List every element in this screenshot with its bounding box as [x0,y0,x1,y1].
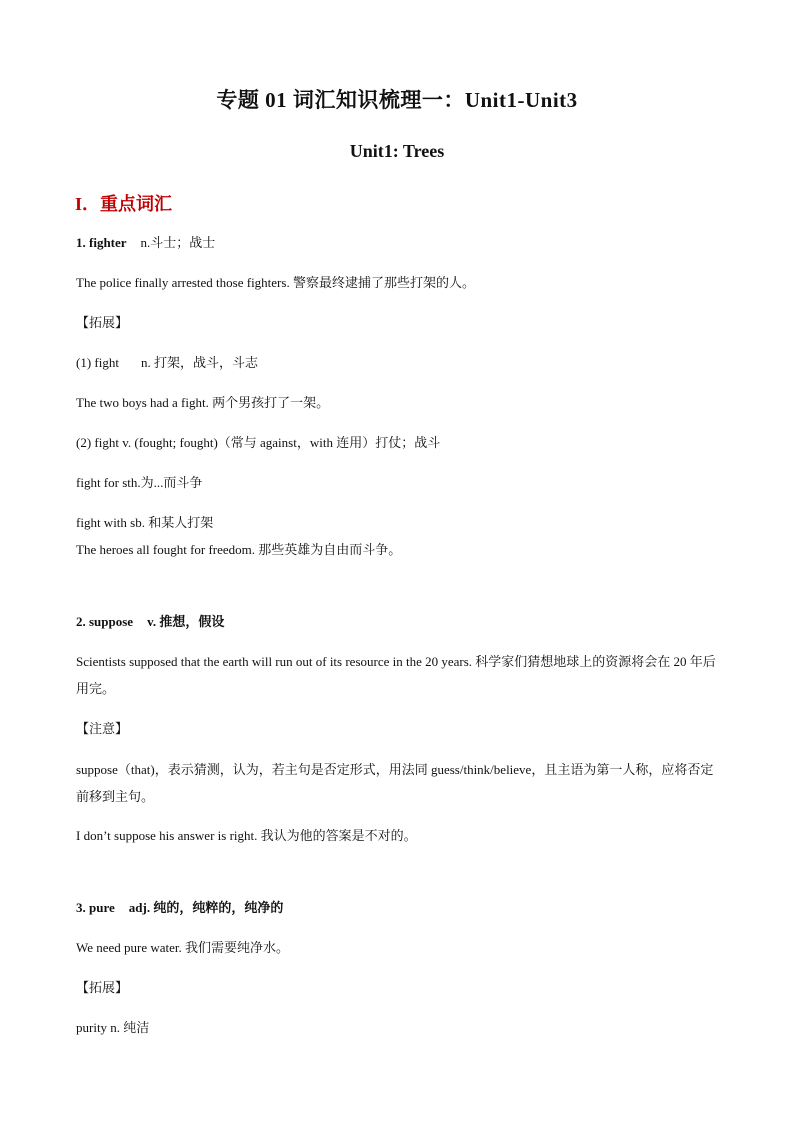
unit-subtitle: Unit1: Trees [349,141,445,161]
section-heading: I．重点词汇 [75,194,173,214]
sub-entry-fight-noun [76,353,726,373]
expand-label: 【拓展】 [76,980,129,995]
example-sentence: We need pure water. 我们需要纯净水。 [76,940,290,955]
entry-pure-header [76,898,726,918]
entry-suppose-header [76,612,726,632]
sub-definition: n. 打架，战斗，斗志 [140,355,258,370]
phrase: fight for sth.为...而斗争 [76,475,203,490]
example-sentence: Scientists supposed that the earth will run out of its resource in the 20 years. 科学家们猜想地球上的资源将会在 20 年后用完。 [76,654,716,696]
example-sentence: The police finally arrested those fighters. 警察最终逮捕了那些打架的人。 [76,275,475,290]
derived-word: purity n. 纯洁 [76,1020,150,1035]
example-sentence: The heroes all fought for freedom. 那些英雄为自由而斗争。 [76,542,402,557]
usage-note: suppose（that)，表示猜测，认为，若主句是否定形式，用法同 guess/think/believe，且主语为第一人称，应将否定前移到主句。 [76,762,714,804]
page-title: 专题 01 词汇知识梳理一：Unit1-Unit3 [216,88,578,112]
headword: 3. pure [76,900,115,915]
note-label: 【注意】 [76,721,129,736]
definition: adj. 纯的，纯粹的，纯净的 [128,900,284,915]
phrase: fight with sb. 和某人打架 [76,515,214,530]
definition: v. 推想，假设 [147,614,225,629]
sub-headword: (1) fight [76,355,119,370]
entry-fighter-header [76,233,726,253]
sub-entry-fight-verb: (2) fight v. (fought; fought)（常与 against，with 连用）打仗；战斗 [76,435,441,450]
headword: 2. suppose [76,614,134,629]
definition: n.斗士；战士 [140,235,216,250]
headword: 1. fighter [76,235,127,250]
expand-label: 【拓展】 [76,315,129,330]
example-sentence: I don’t suppose his answer is right. 我认为他的答案是不对的。 [76,828,417,843]
example-sentence: The two boys had a fight. 两个男孩打了一架。 [76,395,330,410]
